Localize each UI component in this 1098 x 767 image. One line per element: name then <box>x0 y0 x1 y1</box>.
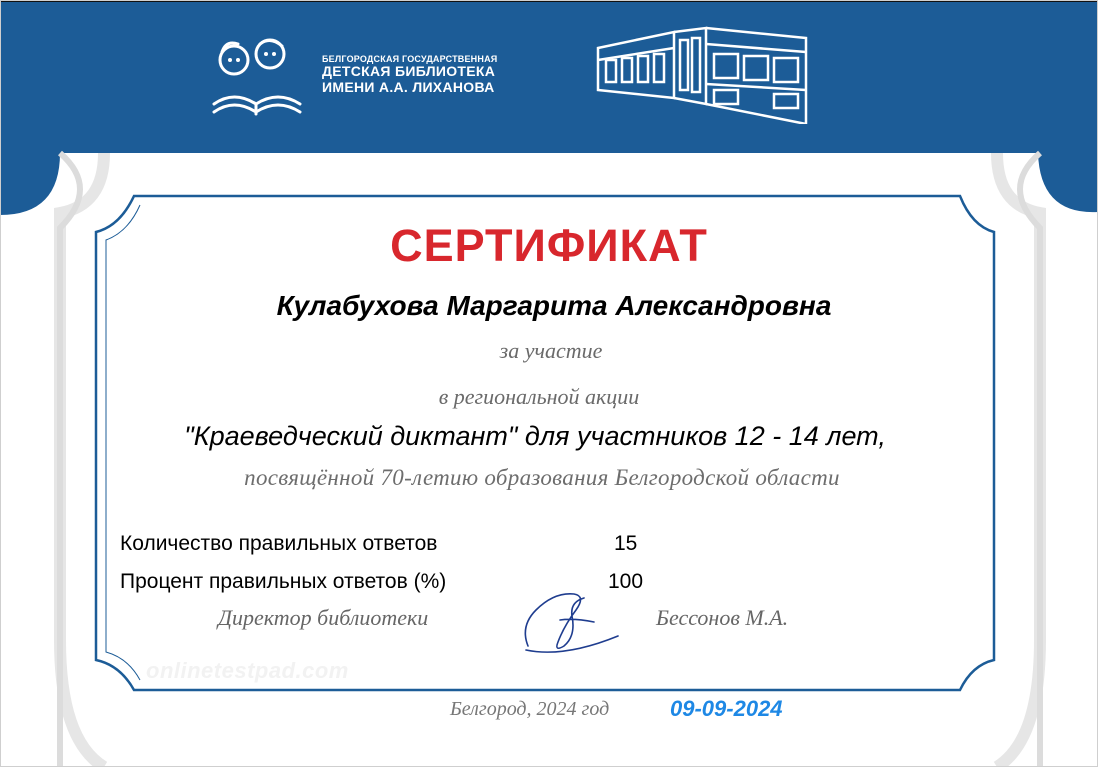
correct-percent-label: Процент правильных ответов (%) <box>120 570 447 593</box>
event-title: "Краеведческий диктант" для участников 12 - 14 лет, <box>184 421 886 451</box>
director-label: Директор библиотеки <box>218 605 429 630</box>
director-name: Бессонов М.А. <box>656 605 789 630</box>
logo-line-1: БЕЛГОРОДСКАЯ ГОСУДАРСТВЕННАЯ <box>322 54 498 64</box>
correct-count-label: Количество правильных ответов <box>120 532 438 555</box>
participation-text: за участие <box>499 338 603 363</box>
recipient-name: Кулабухова Маргарита Александровна <box>276 290 832 321</box>
certificate-title: СЕРТИФИКАТ <box>390 220 708 271</box>
watermark: onlinetestpad.com <box>146 658 349 683</box>
place-year: Белгород, 2024 год <box>450 698 610 720</box>
issue-date: 09-09-2024 <box>670 696 783 721</box>
logo-line-2: ДЕТСКАЯ БИБЛИОТЕКА <box>322 63 496 80</box>
logo-line-3: ИМЕНИ А.А. ЛИХАНОВА <box>322 78 495 95</box>
dedication-text: посвящённой 70-летию образования Белгородской области <box>244 465 840 490</box>
regional-action-text: в региональной акции <box>438 384 640 409</box>
correct-count-value: 15 <box>614 532 638 555</box>
correct-percent-value: 100 <box>608 570 644 593</box>
signature-graphic <box>514 580 624 660</box>
